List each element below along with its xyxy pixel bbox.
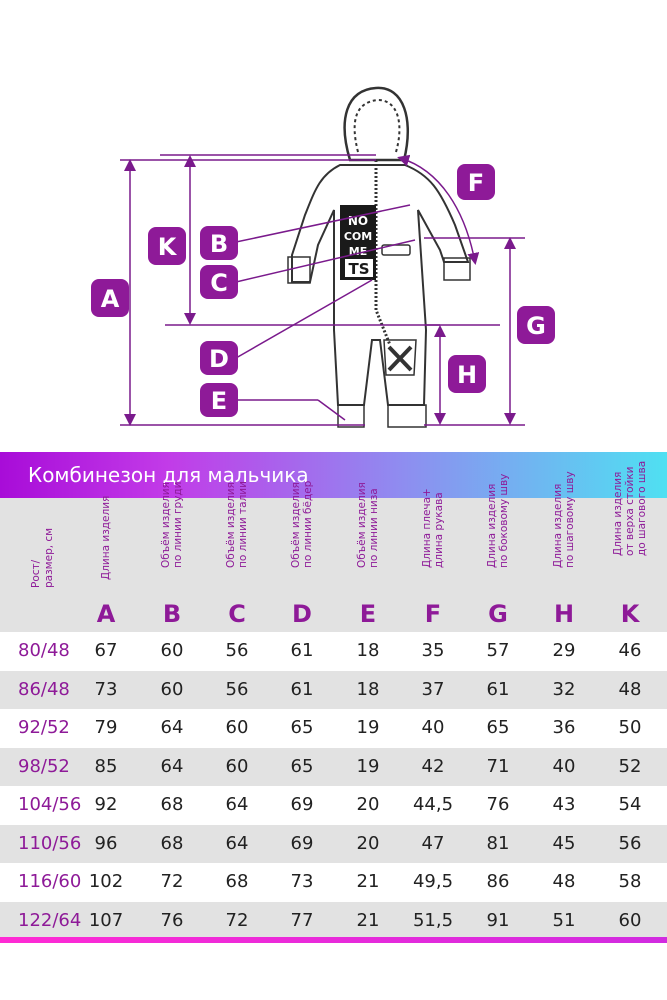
value-cell-g: 57 — [486, 640, 510, 661]
page-title: Комбинезон для мальчика — [28, 463, 309, 487]
value-cell-d: 61 — [290, 678, 314, 700]
value-cell-h: 51 — [552, 909, 576, 931]
value-cell-d: 73 — [290, 871, 314, 892]
value-cell-k: 60 — [618, 909, 642, 931]
value-cell-h: 48 — [552, 871, 576, 892]
value-cell-b: 68 — [160, 832, 184, 854]
svg-text:B: B — [209, 230, 229, 258]
value-cell-b: 64 — [160, 717, 184, 738]
svg-text:D: D — [209, 345, 229, 373]
value-cell-h: 43 — [552, 794, 576, 815]
value-cell-e: 20 — [356, 794, 380, 815]
column-label: Длина плеча+ длина рукава — [421, 488, 445, 568]
size-column-header: Рост/ размер, см — [30, 527, 55, 588]
value-cell-g: 61 — [486, 678, 510, 700]
svg-text:COM: COM — [343, 230, 373, 243]
size-cell: 86/48 — [18, 678, 70, 700]
size-cell: 80/48 — [18, 640, 70, 661]
column-label: Длина изделия от верха стойки до шагового шва — [612, 460, 648, 556]
svg-text:NO: NO — [347, 214, 369, 228]
badge-e — [200, 383, 238, 417]
table-row — [0, 902, 667, 941]
column-letter: D — [292, 600, 312, 628]
value-cell-g: 86 — [486, 871, 510, 892]
value-cell-b: 76 — [160, 909, 184, 931]
value-cell-f: 49,5 — [412, 871, 454, 892]
table-row — [0, 632, 667, 671]
column-label: Объём изделия по линии груди — [160, 481, 184, 568]
column-letter: F — [424, 600, 442, 628]
value-cell-f: 37 — [421, 678, 445, 700]
column-letter: B — [162, 600, 182, 628]
column-letter: H — [553, 600, 575, 628]
value-cell-a: 67 — [94, 640, 118, 661]
value-cell-b: 68 — [160, 794, 184, 815]
size-cell: 104/56 — [18, 794, 82, 815]
value-cell-g: 65 — [486, 717, 510, 738]
value-cell-k: 54 — [618, 794, 642, 815]
badge-c — [200, 265, 238, 299]
value-cell-f: 40 — [421, 717, 445, 738]
column-letter: K — [620, 600, 640, 628]
column-letter: E — [359, 600, 377, 628]
badge-g — [517, 306, 555, 344]
value-cell-d: 65 — [290, 717, 314, 738]
svg-text:A: A — [100, 285, 120, 313]
column-header-h — [534, 471, 594, 632]
value-cell-e: 21 — [356, 909, 380, 931]
svg-text:H: H — [456, 361, 478, 389]
value-cell-f: 35 — [421, 640, 445, 661]
value-cell-d: 69 — [290, 794, 314, 815]
column-letter: C — [228, 600, 246, 628]
table-row — [0, 671, 667, 710]
value-cell-f: 51,5 — [412, 909, 454, 931]
table-row — [0, 709, 667, 748]
value-cell-b: 60 — [160, 678, 184, 700]
value-cell-f: 42 — [421, 755, 445, 777]
value-cell-e: 19 — [356, 717, 380, 738]
value-cell-c: 56 — [225, 640, 249, 661]
jumpsuit-illustration — [288, 88, 470, 427]
column-label: Объём изделия по линии низа — [356, 482, 380, 568]
svg-text:TS: TS — [348, 260, 370, 278]
value-cell-e: 18 — [356, 640, 380, 661]
size-cell: 92/52 — [18, 717, 70, 738]
table-row — [0, 786, 667, 825]
badge-k — [148, 227, 186, 265]
value-cell-e: 21 — [356, 871, 380, 892]
value-cell-k: 50 — [618, 717, 642, 738]
value-cell-e: 20 — [356, 832, 380, 854]
size-cell: 122/64 — [18, 909, 82, 931]
column-label: Объём изделия по линии талии — [225, 481, 249, 568]
column-label: Длина изделия — [100, 495, 112, 580]
value-cell-d: 65 — [290, 755, 314, 777]
column-header-c — [207, 481, 267, 632]
column-header-d — [272, 480, 332, 632]
value-cell-h: 32 — [552, 678, 576, 700]
table-row — [0, 825, 667, 864]
value-cell-f: 44,5 — [412, 794, 454, 815]
value-cell-g: 91 — [486, 909, 510, 931]
value-cell-a: 73 — [94, 678, 118, 700]
column-header-a — [76, 495, 136, 632]
badge-h — [448, 355, 486, 393]
bottom-bar — [0, 937, 667, 943]
value-cell-g: 71 — [486, 755, 510, 777]
table-row — [0, 748, 667, 787]
value-cell-h: 36 — [552, 717, 576, 738]
value-cell-a: 85 — [94, 755, 118, 777]
value-cell-c: 56 — [225, 678, 249, 700]
column-header-f — [403, 488, 463, 632]
value-cell-e: 19 — [356, 755, 380, 777]
value-cell-a: 92 — [94, 794, 118, 815]
value-cell-k: 52 — [618, 755, 642, 777]
column-label: Длина изделия по боковому шву — [486, 473, 510, 568]
svg-text:C: C — [210, 269, 228, 297]
svg-text:K: K — [157, 233, 177, 261]
value-cell-d: 77 — [290, 909, 314, 931]
value-cell-c: 60 — [225, 755, 249, 777]
table-row — [0, 863, 667, 902]
value-cell-k: 46 — [618, 640, 642, 661]
value-cell-c: 60 — [225, 717, 249, 738]
value-cell-g: 81 — [486, 832, 510, 854]
column-letter: G — [488, 600, 508, 628]
value-cell-c: 64 — [225, 832, 249, 854]
value-cell-c: 68 — [225, 871, 249, 892]
column-letter: A — [96, 600, 116, 628]
value-cell-h: 45 — [552, 832, 576, 854]
value-cell-g: 76 — [486, 794, 510, 815]
size-cell: 110/56 — [18, 832, 82, 854]
value-cell-a: 107 — [88, 909, 124, 931]
svg-text:G: G — [526, 312, 546, 340]
svg-text:E: E — [210, 387, 228, 415]
value-cell-b: 60 — [160, 640, 184, 661]
value-cell-a: 102 — [88, 871, 124, 892]
size-cell: 98/52 — [18, 755, 70, 777]
value-cell-k: 56 — [618, 832, 642, 854]
size-table-body — [0, 632, 667, 940]
value-cell-k: 58 — [618, 871, 642, 892]
column-header-k — [600, 460, 660, 632]
value-cell-f: 47 — [421, 832, 445, 854]
value-cell-b: 64 — [160, 755, 184, 777]
value-cell-h: 29 — [552, 640, 576, 661]
value-cell-h: 40 — [552, 755, 576, 777]
value-cell-a: 79 — [94, 717, 118, 738]
svg-text:F: F — [467, 169, 485, 197]
svg-text:ME: ME — [348, 245, 368, 258]
value-cell-d: 61 — [290, 640, 314, 661]
badge-a — [91, 279, 129, 317]
size-cell: 116/60 — [18, 871, 82, 892]
value-cell-b: 72 — [160, 871, 184, 892]
column-header-b — [142, 481, 202, 632]
column-header-g — [468, 473, 528, 632]
value-cell-c: 72 — [225, 909, 249, 931]
value-cell-k: 48 — [618, 678, 642, 700]
column-label: Объём изделия по линии бёдер — [290, 480, 314, 568]
value-cell-d: 69 — [290, 832, 314, 854]
column-header-e — [338, 482, 398, 632]
badge-f — [457, 164, 495, 200]
badge-b — [200, 226, 238, 260]
size-diagram — [0, 0, 667, 445]
badge-d — [200, 341, 238, 375]
value-cell-a: 96 — [94, 832, 118, 854]
value-cell-e: 18 — [356, 678, 380, 700]
column-label: Длина изделия по шаговому шву — [552, 471, 576, 568]
value-cell-c: 64 — [225, 794, 249, 815]
